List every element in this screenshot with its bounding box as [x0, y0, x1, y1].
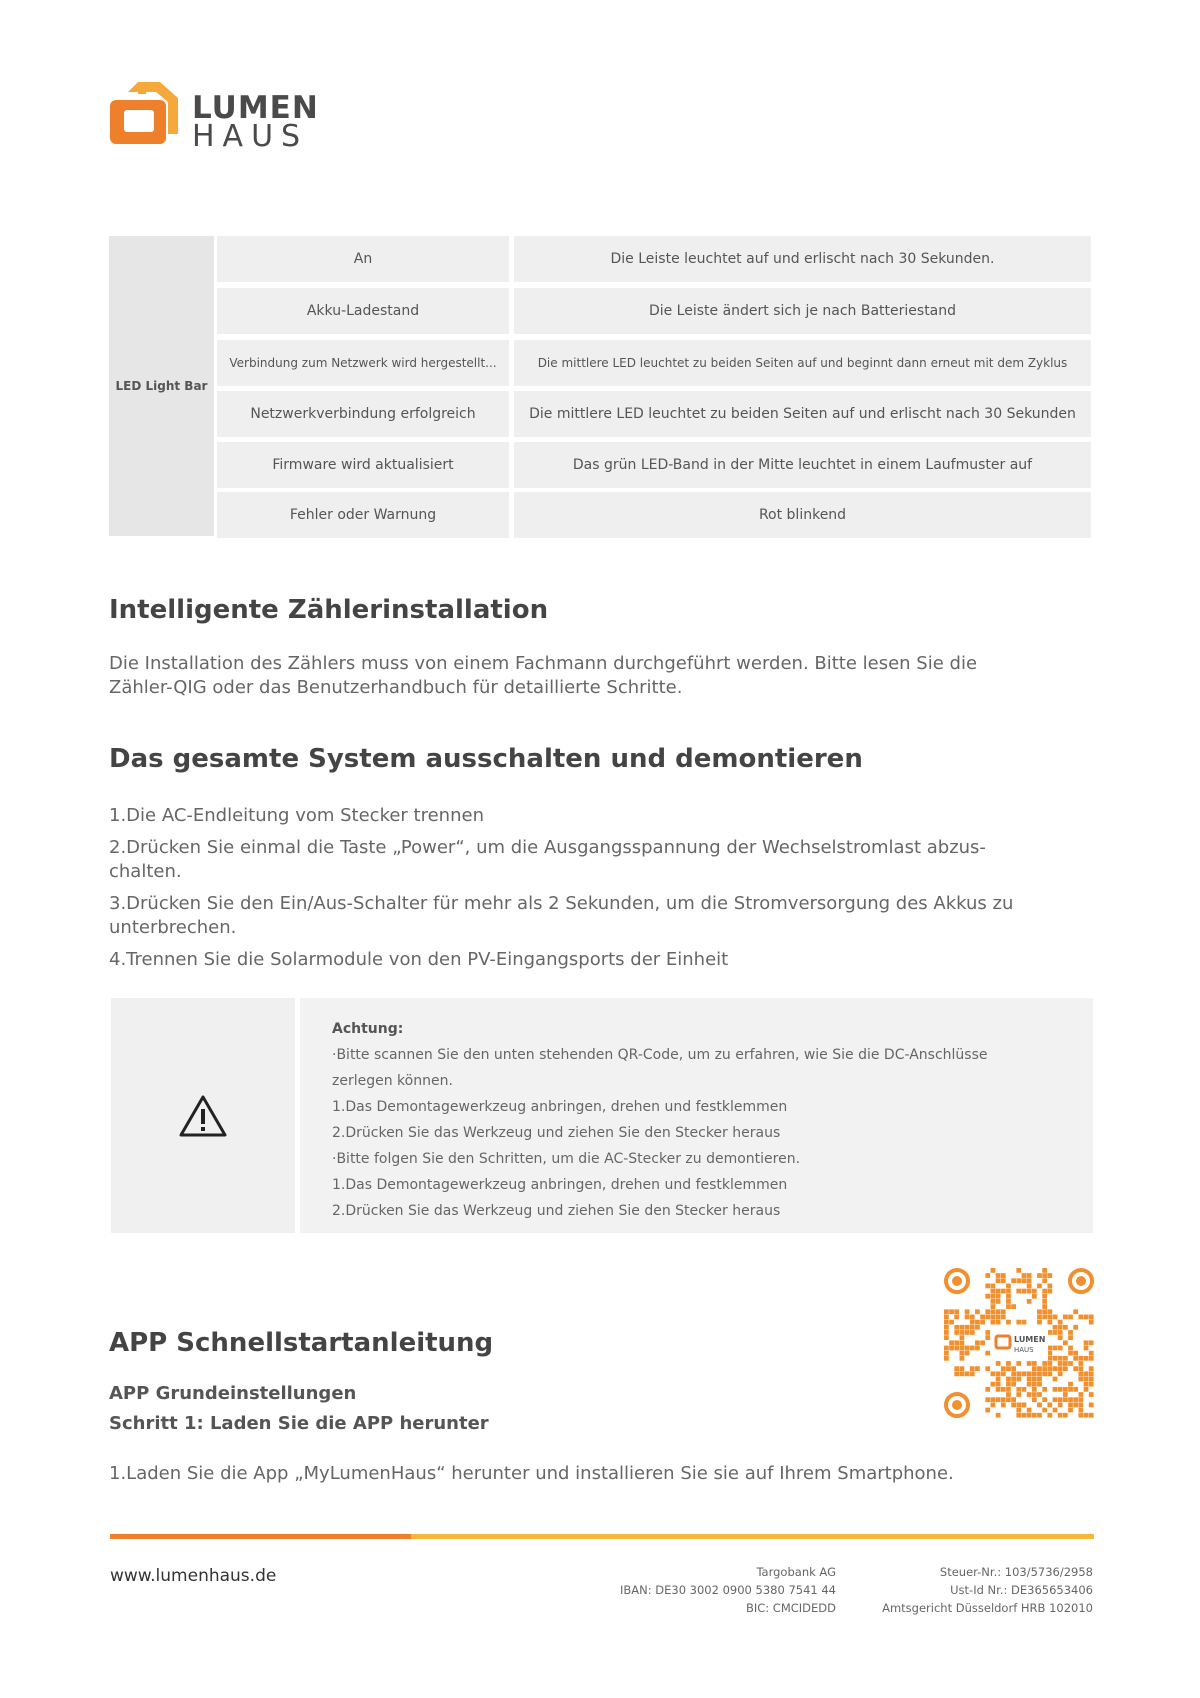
warning-triangle-icon [178, 1094, 228, 1138]
app-step1-subheading: Schritt 1: Laden Sie die APP herunter [109, 1413, 489, 1434]
warning-line: 1.Das Demontagewerkzeug anbringen, drehen und festklemmen [332, 1099, 788, 1115]
shutdown-step-2-line2: chalten. [109, 861, 182, 882]
led-description-cell: Rot blinkend [514, 492, 1091, 538]
shutdown-step-4: 4.Trennen Sie die Solarmodule von den PV-Eingangsports der Einheit [109, 949, 729, 970]
meter-installation-text-line1: Die Installation des Zählers muss von einem Fachmann durchgeführt werden. Bitte lesen Sie die [109, 653, 978, 674]
led-table-row [217, 340, 1091, 386]
warning-line: ·Bitte scannen Sie den unten stehenden QR-Code, um zu erfahren, wie Sie die DC-Anschlüsse [332, 1047, 988, 1063]
footer-bank-line: Targobank AG [756, 1565, 836, 1579]
company-logo [110, 82, 330, 152]
warning-line: zerlegen können. [332, 1073, 453, 1089]
footer-tax-line: Amtsgericht Düsseldorf HRB 102010 [882, 1601, 1093, 1615]
footer-bank-line: IBAN: DE30 3002 0900 5380 7541 44 [619, 1583, 836, 1597]
warning-line: ·Bitte folgen Sie den Schritten, um die AC-Stecker zu demontieren. [332, 1151, 801, 1167]
led-description-cell: Die mittlere LED leuchtet zu beiden Seiten auf und beginnt dann erneut mit dem Zyklus [514, 340, 1091, 386]
led-table-row [217, 391, 1091, 437]
app-basic-settings-subheading: APP Grundeinstellungen [109, 1383, 357, 1404]
warning-text-cell [300, 998, 1093, 1233]
meter-installation-heading: Intelligente Zählerinstallation [109, 595, 549, 625]
led-table-row [217, 442, 1091, 488]
shutdown-step-1: 1.Die AC-Endleitung vom Stecker trennen [109, 805, 484, 826]
logo-text-lumen: LUMEN [192, 90, 319, 126]
footer-tax-line: Ust-Id Nr.: DE365653406 [950, 1583, 1093, 1597]
warning-line: 1.Das Demontagewerkzeug anbringen, drehen und festklemmen [332, 1177, 788, 1193]
led-description-cell: Das grün LED-Band in der Mitte leuchtet in einem Laufmuster auf [514, 442, 1091, 488]
warning-line: 2.Drücken Sie das Werkzeug und ziehen Sie den Stecker heraus [332, 1125, 781, 1141]
led-state-cell: Firmware wird aktualisiert [217, 442, 509, 488]
meter-installation-text-line2: Zähler-QIG oder das Benutzerhandbuch für detaillierte Schritte. [109, 677, 683, 698]
logo-text-haus: HAUS [192, 119, 309, 154]
led-state-cell: Akku-Ladestand [217, 288, 509, 334]
footer-bar-orange [110, 1534, 411, 1539]
footer-website-link[interactable]: www.lumenhaus.de [110, 1566, 277, 1586]
shutdown-step-3-line2: unterbrechen. [109, 917, 237, 938]
warning-icon-cell [111, 998, 295, 1233]
led-table-row [217, 236, 1091, 282]
led-state-cell: Netzwerkverbindung erfolgreich [217, 391, 509, 437]
shutdown-step-2-line1: 2.Drücken Sie einmal die Taste „Power“, um die Ausgangsspannung der Wechselstromlast abzus- [109, 837, 986, 858]
led-state-cell: Fehler oder Warnung [217, 492, 509, 538]
footer-bank-info [620, 1563, 836, 1617]
led-table-row [217, 492, 1091, 538]
led-table-label: LED Light Bar [109, 236, 214, 536]
app-quickstart-heading: APP Schnellstartanleitung [109, 1328, 494, 1358]
qr-logo-text-haus: HAUS [1014, 1346, 1034, 1354]
shutdown-step-3-line1: 3.Drücken Sie den Ein/Aus-Schalter für mehr als 2 Sekunden, um die Stromversorgung des Akkus zu [109, 893, 1014, 914]
qr-code-graphic [944, 1268, 1094, 1418]
footer-bar-yellow [411, 1534, 1094, 1539]
led-table-row [217, 288, 1091, 334]
footer-tax-line: Steuer-Nr.: 103/5736/2958 [939, 1565, 1093, 1579]
led-state-cell: An [217, 236, 509, 282]
qr-code[interactable] [944, 1268, 1094, 1418]
footer-tax-info [882, 1563, 1093, 1617]
led-state-cell: Verbindung zum Netzwerk wird hergestellt... [217, 340, 509, 386]
shutdown-heading: Das gesamte System ausschalten und demontieren [109, 744, 863, 774]
warning-line: 2.Drücken Sie das Werkzeug und ziehen Sie den Stecker heraus [332, 1203, 781, 1219]
footer-bank-line: BIC: CMCIDEDD [745, 1601, 836, 1615]
led-description-cell: Die Leiste ändert sich je nach Batteriestand [514, 288, 1091, 334]
app-step1-text: 1.Laden Sie die App „MyLumenHaus“ herunter und installieren Sie sie auf Ihrem Smartphone. [109, 1463, 954, 1484]
qr-logo-text-lumen: LUMEN [1014, 1335, 1046, 1344]
led-description-cell: Die mittlere LED leuchtet zu beiden Seiten auf und erlischt nach 30 Sekunden [514, 391, 1091, 437]
house-logo-icon [110, 82, 182, 146]
led-description-cell: Die Leiste leuchtet auf und erlischt nach 30 Sekunden. [514, 236, 1091, 282]
warning-title: Achtung: [332, 1021, 404, 1037]
